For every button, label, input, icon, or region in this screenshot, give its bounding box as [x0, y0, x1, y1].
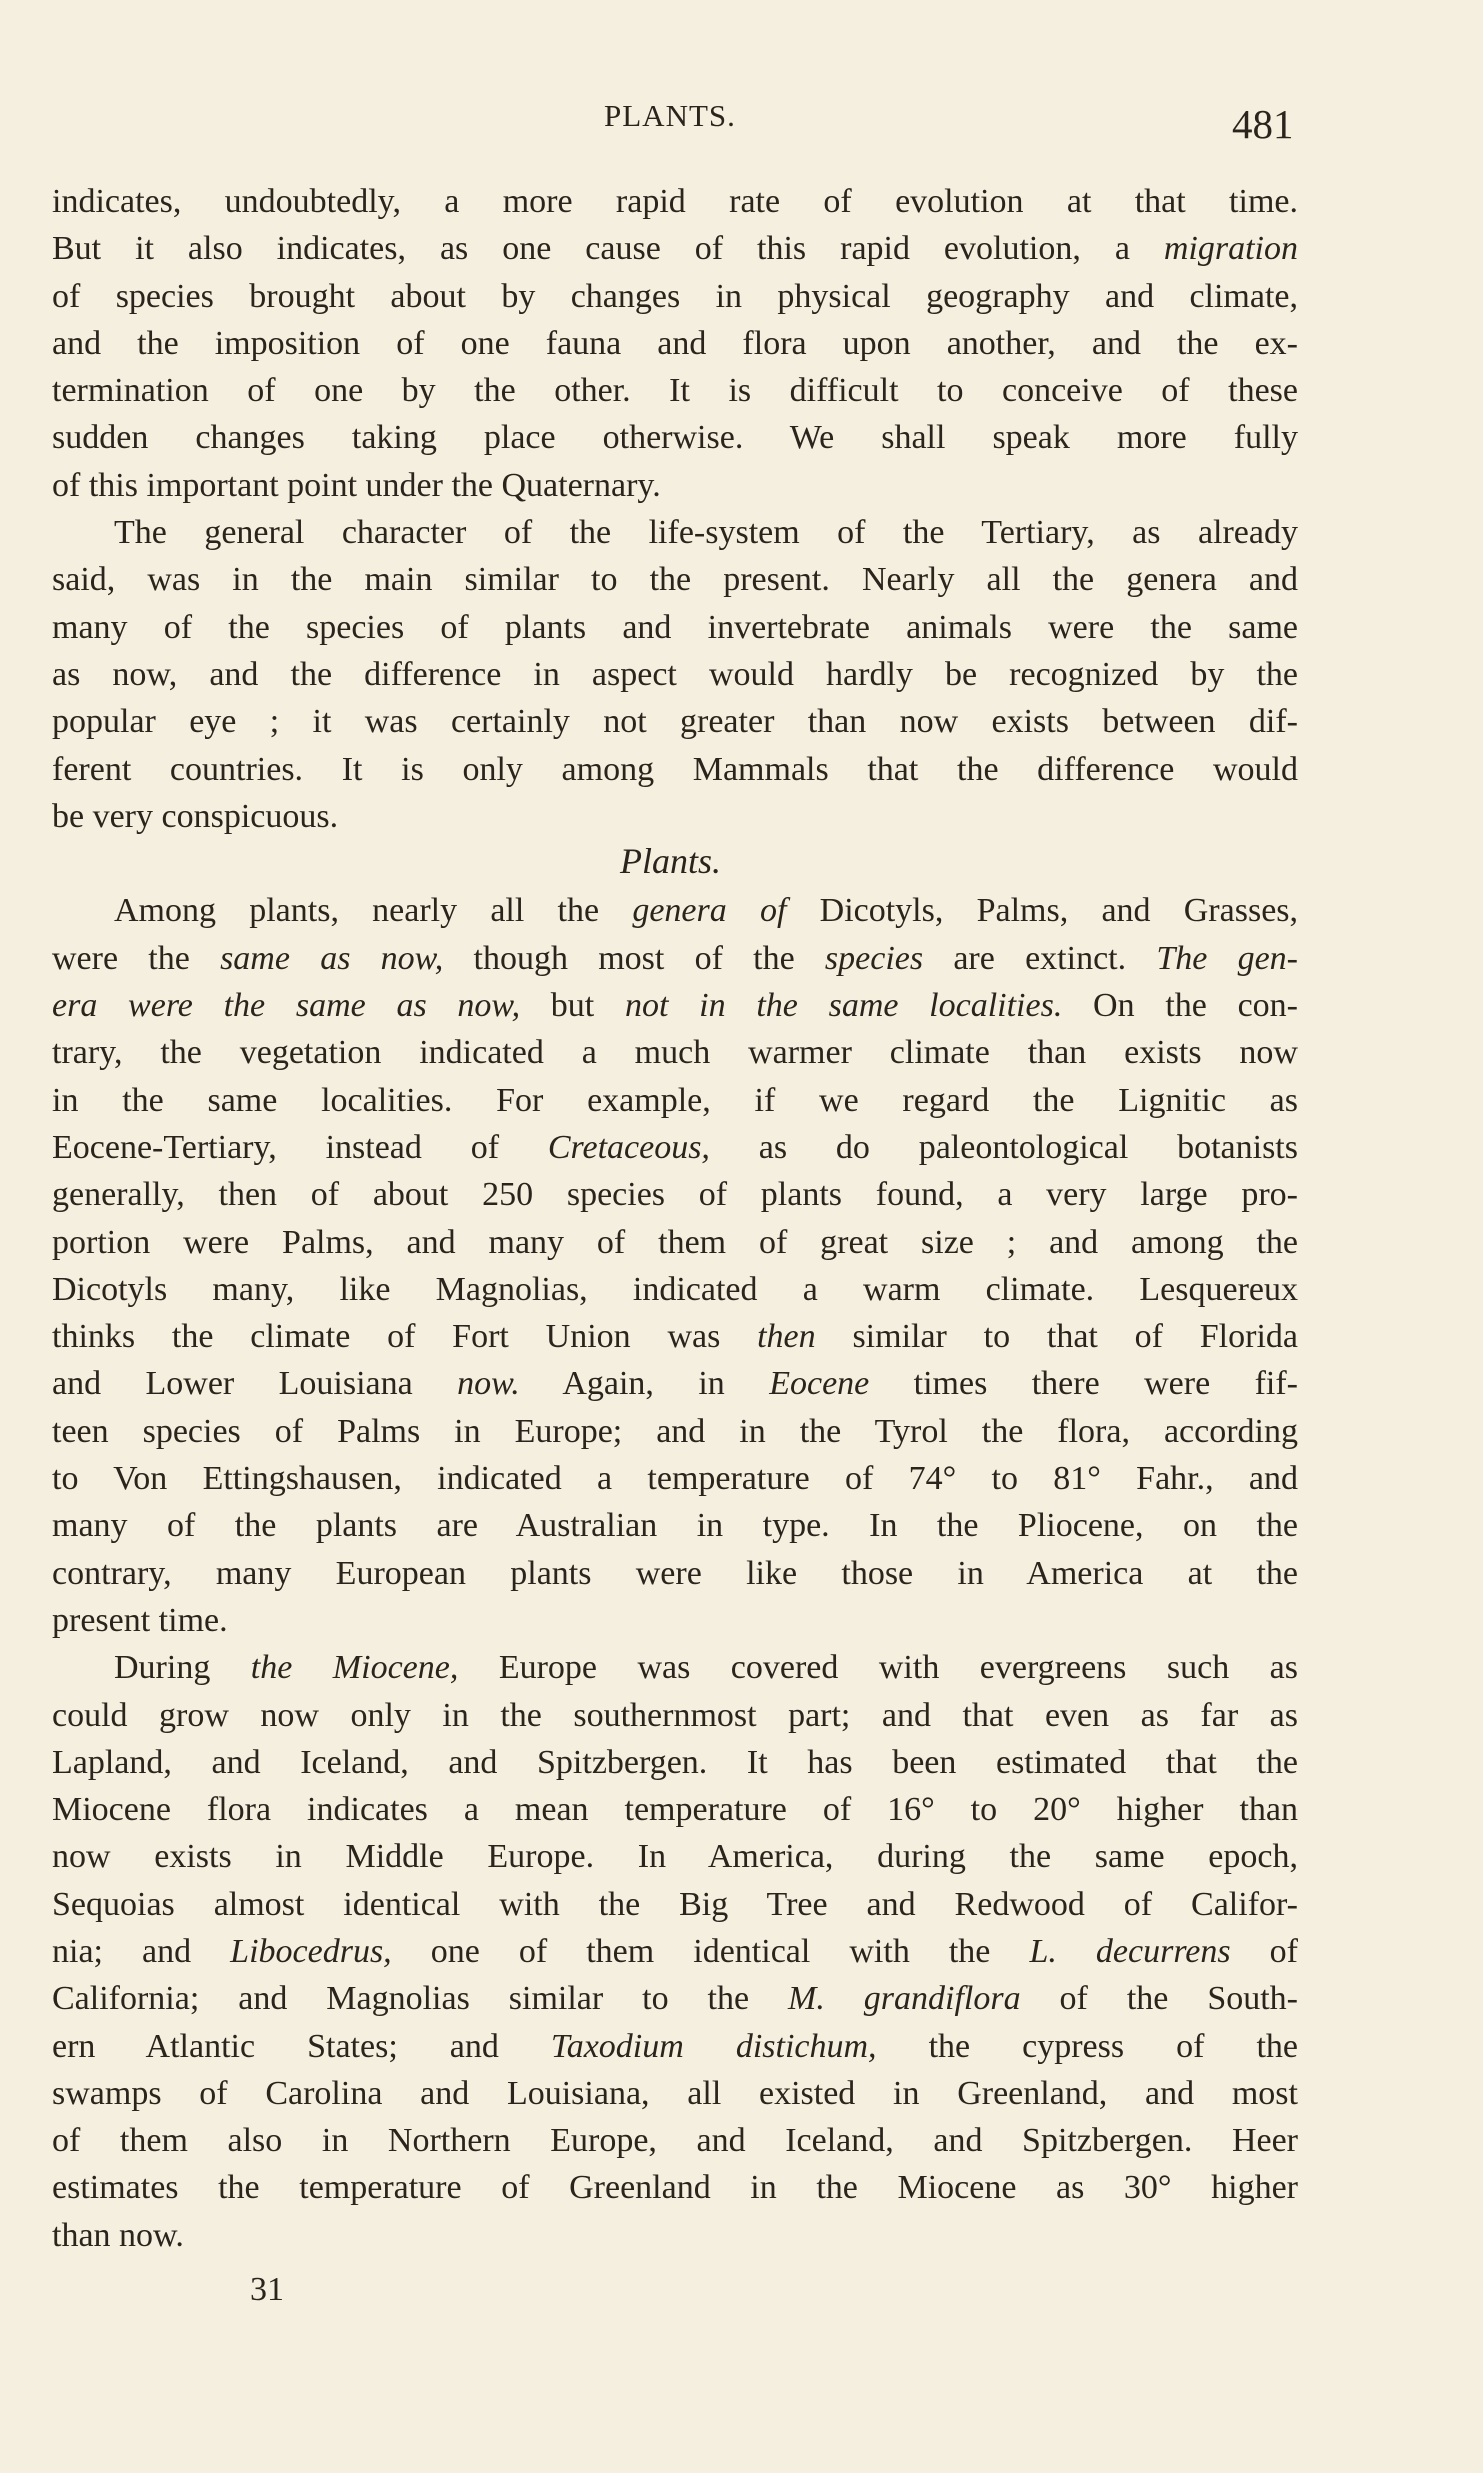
text-line: be very conspicuous. — [52, 797, 339, 835]
text-line: said, was in the main similar to the present. Nearly all the genera and — [52, 561, 1298, 599]
text-line: Eocene-Tertiary, instead of Cretaceous, as do paleontological botanists — [52, 1128, 1298, 1166]
text-line: Dicotyls many, like Magnolias, indicated a warm climate. Lesquereux — [52, 1270, 1298, 1308]
text-line: of this important point under the Quaternary. — [52, 466, 661, 504]
text-line: contrary, many European plants were like those in America at the — [52, 1554, 1298, 1592]
text-line: Miocene flora indicates a mean temperature of 16° to 20° higher than — [52, 1791, 1298, 1829]
section-heading: Plants. — [620, 841, 722, 881]
text-line: were the same as now, though most of the species are extinct. The gen- — [52, 939, 1298, 977]
text-line: now exists in Middle Europe. In America, during the same epoch, — [52, 1838, 1298, 1876]
text-line: estimates the temperature of Greenland in the Miocene as 30° higher — [52, 2169, 1298, 2207]
text-line: present time. — [52, 1601, 228, 1639]
running-head: PLANTS. — [604, 98, 736, 133]
text-line: The general character of the life-system of the Tertiary, as already — [114, 514, 1298, 552]
text-line: nia; and Libocedrus, one of them identical with the L. decurrens of — [52, 1932, 1298, 1970]
text-line: trary, the vegetation indicated a much warmer climate than exists now — [52, 1034, 1298, 1072]
text-line: era were the same as now, but not in the same localities. On the con- — [52, 987, 1299, 1025]
text-line: But it also indicates, as one cause of this rapid evolution, a migration — [52, 230, 1298, 268]
text-line: generally, then of about 250 species of plants found, a very large pro- — [52, 1176, 1298, 1214]
text-line: ern Atlantic States; and Taxodium distichum, the cypress of the — [52, 2027, 1299, 2065]
text-line: Among plants, nearly all the genera of Dicotyls, Palms, and Grasses, — [114, 892, 1299, 930]
text-line: to Von Ettingshausen, indicated a temperature of 74° to 81° Fahr., and — [52, 1460, 1298, 1498]
text-line: portion were Palms, and many of them of great size ; and among the — [52, 1223, 1298, 1261]
text-line: in the same localities. For example, if we regard the Lignitic as — [52, 1081, 1298, 1119]
text-line: Lapland, and Iceland, and Spitzbergen. It has been estimated that the — [52, 1743, 1298, 1781]
text-line: many of the species of plants and invertebrate animals were the same — [52, 608, 1298, 646]
text-line: many of the plants are Australian in type. In the Pliocene, on the — [52, 1507, 1298, 1545]
signature-mark: 31 — [250, 2271, 284, 2308]
text-line: Sequoias almost identical with the Big Tree and Redwood of Califor- — [52, 1885, 1298, 1923]
text-line: California; and Magnolias similar to the M. grandiflora of the South- — [52, 1980, 1298, 2018]
text-line: ferent countries. It is only among Mammals that the difference would — [52, 750, 1298, 788]
text-line: swamps of Carolina and Louisiana, all existed in Greenland, and most — [52, 2074, 1298, 2112]
text-line: indicates, undoubtedly, a more rapid rate of evolution at that time. — [52, 183, 1298, 220]
text-line: of them also in Northern Europe, and Iceland, and Spitzbergen. Heer — [52, 2122, 1298, 2160]
text-line: thinks the climate of Fort Union was then similar to that of Florida — [52, 1318, 1298, 1356]
text-line: and the imposition of one fauna and flora upon another, and the ex- — [52, 324, 1298, 362]
text-line: During the Miocene, Europe was covered with evergreens such as — [114, 1649, 1298, 1687]
text-line: as now, and the difference in aspect would hardly be recognized by the — [52, 655, 1298, 693]
text-line: than now. — [52, 2216, 184, 2254]
page-number: 481 — [1232, 101, 1294, 147]
text-line: and Lower Louisiana now. Again, in Eocene times there were fif- — [52, 1365, 1298, 1403]
body-text — [52, 178, 1298, 2259]
text-line: sudden changes taking place otherwise. We shall speak more fully — [52, 419, 1298, 457]
text-line: could grow now only in the southernmost part; and that even as far as — [52, 1696, 1298, 1734]
text-line: termination of one by the other. It is difficult to conceive of these — [52, 372, 1298, 410]
text-line: teen species of Palms in Europe; and in the Tyrol the flora, according — [52, 1412, 1298, 1450]
text-line: of species brought about by changes in physical geography and climate, — [52, 277, 1298, 315]
text-line: popular eye ; it was certainly not greater than now exists between dif- — [52, 703, 1298, 741]
